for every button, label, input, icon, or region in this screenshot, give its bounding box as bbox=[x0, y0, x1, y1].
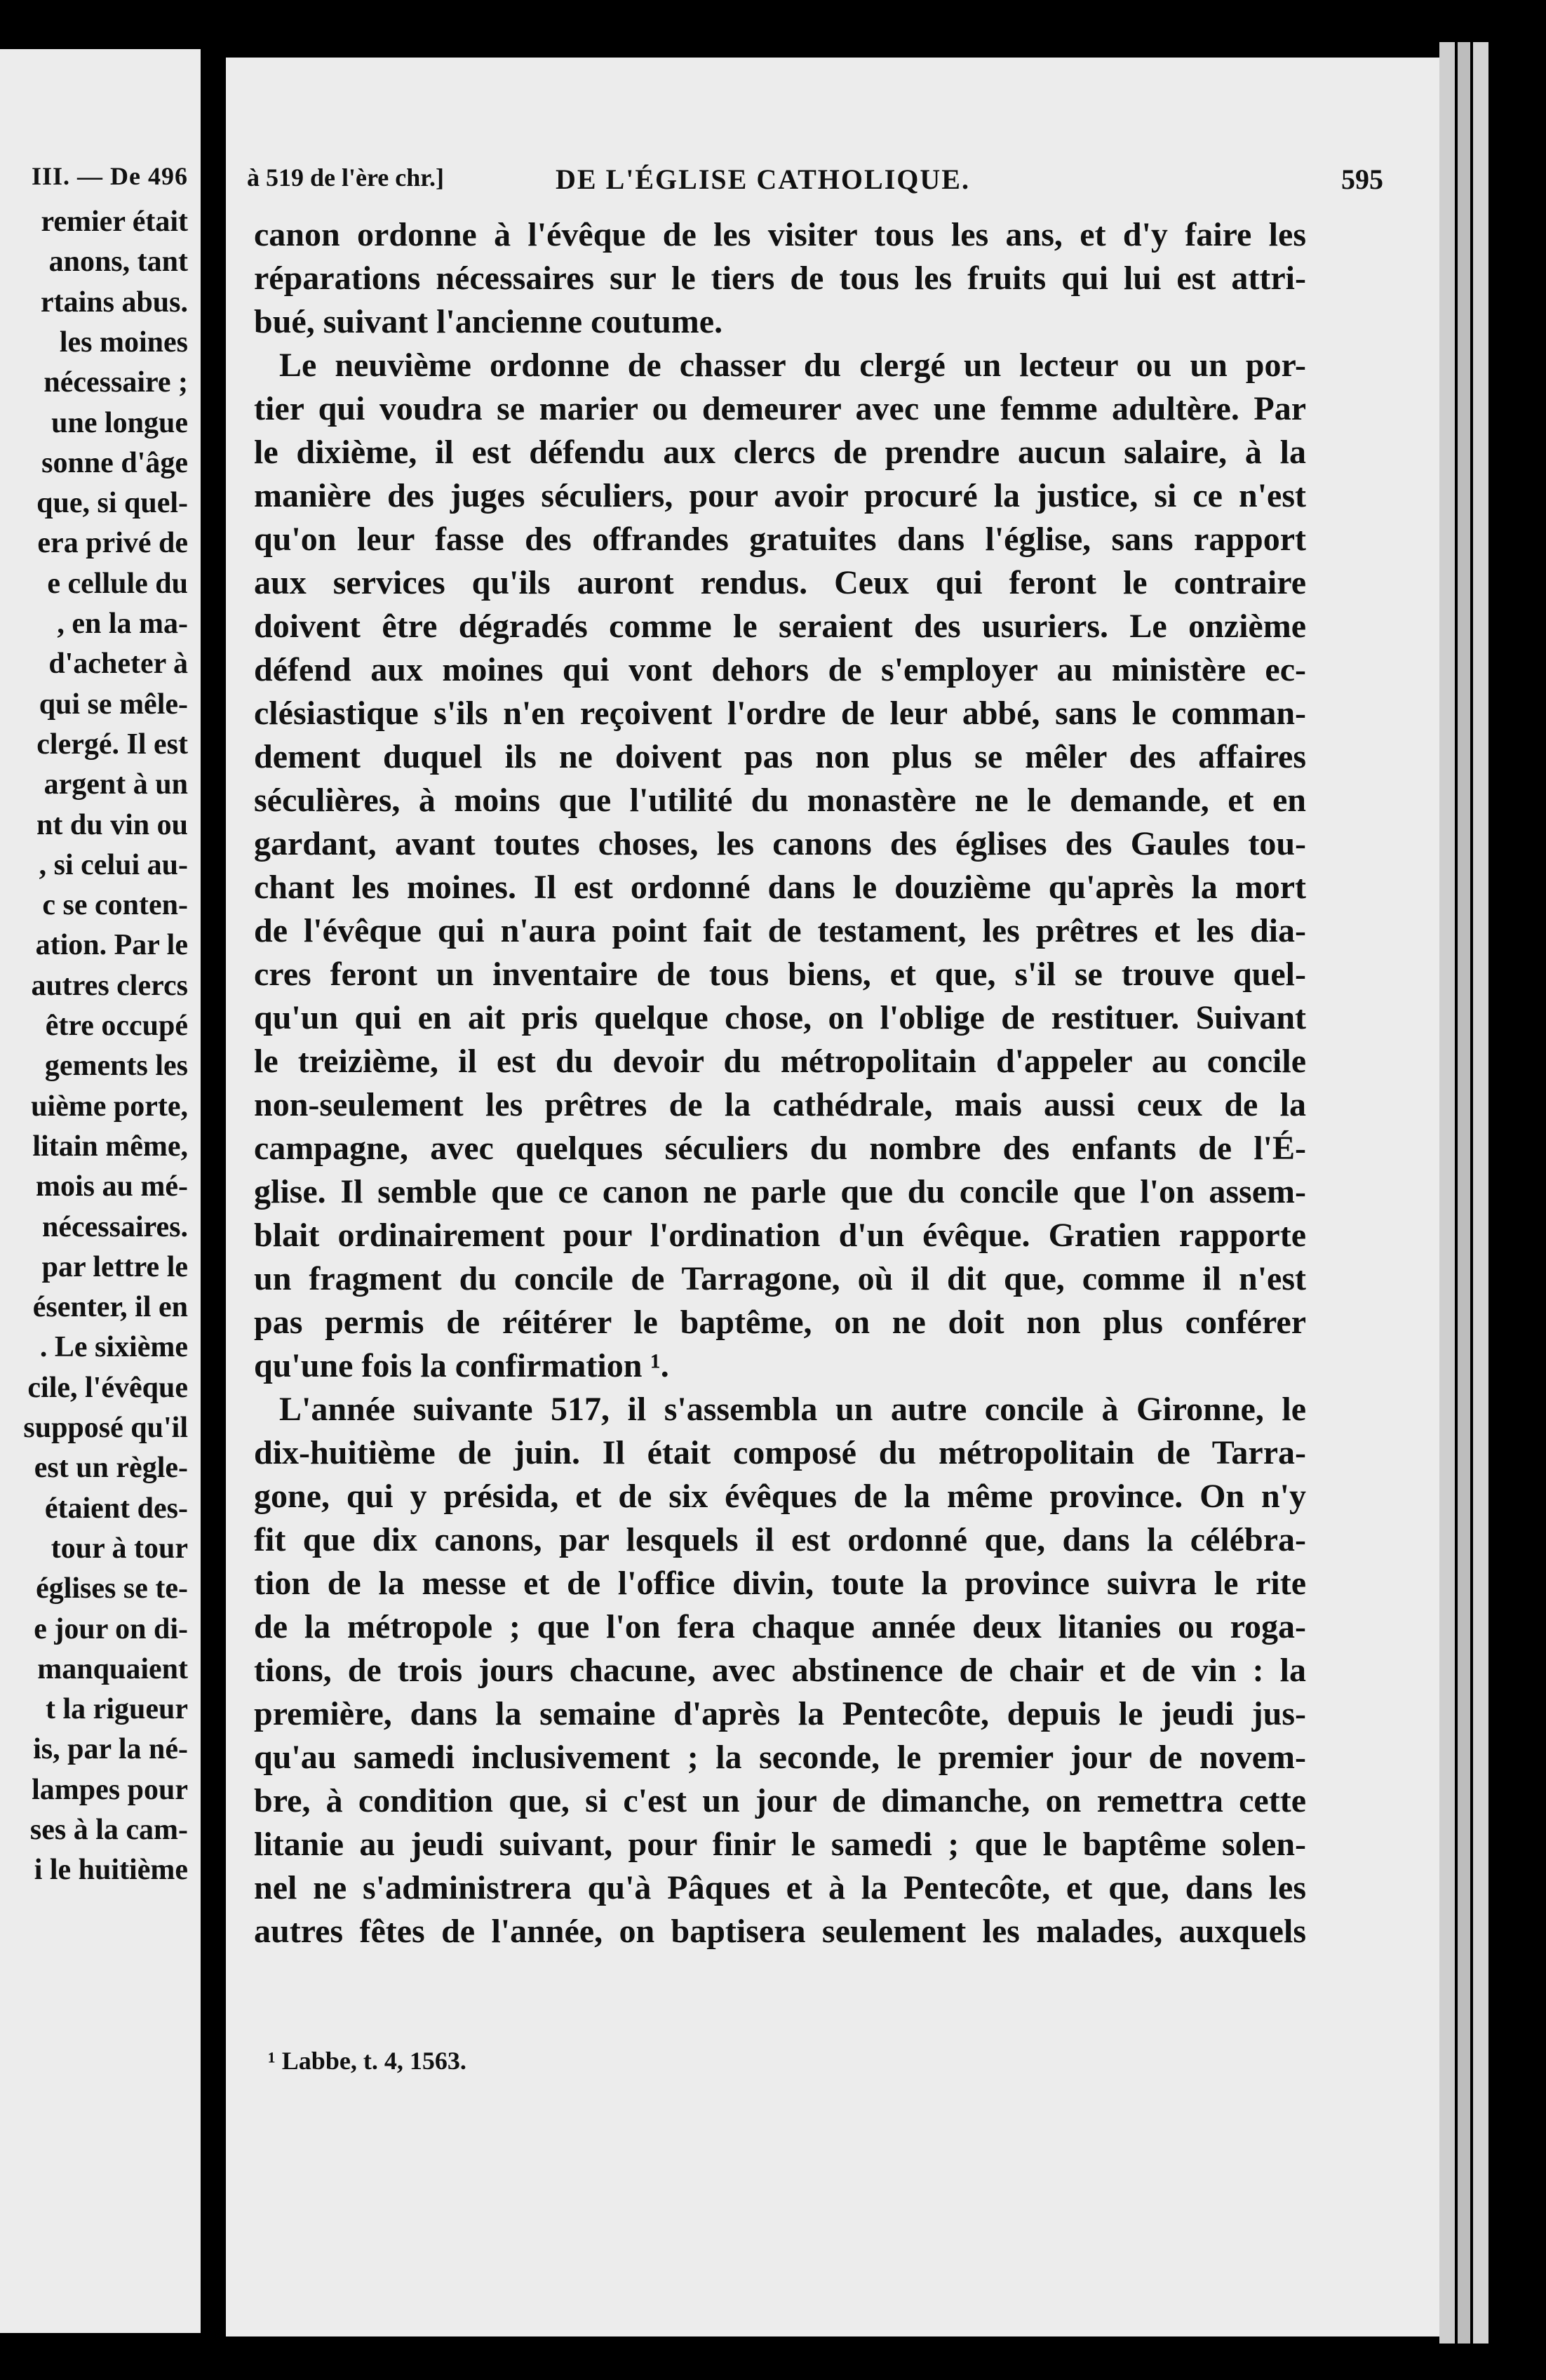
running-head-date-range: à 519 de l'ère chr.] bbox=[247, 163, 444, 192]
left-text-line: tour à tour bbox=[51, 1532, 188, 1565]
left-text-line: is, par la né- bbox=[33, 1733, 188, 1766]
left-text-line: . Le sixième bbox=[39, 1331, 188, 1364]
left-text-line: étaient des- bbox=[44, 1492, 188, 1525]
left-text-line: , en la ma- bbox=[57, 608, 188, 640]
left-text-line: argent à un bbox=[43, 768, 188, 801]
text-line: qu'au samedi inclusivement ; la seconde, le premier jour de novem- bbox=[254, 1739, 1306, 1776]
left-text-line: être occupé bbox=[45, 1010, 188, 1042]
text-line: tion de la messe et de l'office divin, toute la province suivra le rite bbox=[254, 1565, 1306, 1602]
text-line: le dixième, il est défendu aux clercs de prendre aucun salaire, à la bbox=[254, 434, 1306, 471]
text-line: Le neuvième ordonne de chasser du clergé un lecteur ou un por- bbox=[279, 347, 1306, 384]
text-line: première, dans la semaine d'après la Pentecôte, depuis le jeudi jus- bbox=[254, 1695, 1306, 1732]
page-number: 595 bbox=[1341, 163, 1383, 195]
text-line: blait ordinairement pour l'ordination d'un évêque. Gratien rapporte bbox=[254, 1217, 1306, 1254]
text-line: clésiastique s'ils n'en reçoivent l'ordre de leur abbé, sans le comman- bbox=[254, 695, 1306, 732]
page-edge bbox=[1439, 42, 1455, 2344]
left-text-line: rtains abus. bbox=[40, 286, 188, 319]
page-edge bbox=[1473, 42, 1488, 2344]
text-line: manière des juges séculiers, pour avoir procuré la justice, si ce n'est bbox=[254, 477, 1306, 514]
text-line: gardant, avant toutes choses, les canons des églises des Gaules tou- bbox=[254, 825, 1306, 862]
text-line: fit que dix canons, par lesquels il est ordonné que, dans la célébra- bbox=[254, 1521, 1306, 1558]
text-line: chant les moines. Il est ordonné dans le douzième qu'après la mort bbox=[254, 869, 1306, 906]
left-text-line: est un règle- bbox=[34, 1452, 188, 1485]
text-line: réparations nécessaires sur le tiers de tous les fruits qui lui est attri- bbox=[254, 260, 1306, 297]
left-text-line: mois au mé- bbox=[36, 1170, 188, 1203]
text-line: qu'un qui en ait pris quelque chose, on l'oblige de restituer. Suivant bbox=[254, 999, 1306, 1036]
left-text-line: ation. Par le bbox=[35, 929, 188, 962]
text-line: doivent être dégradés comme le seraient des usuriers. Le onzième bbox=[254, 608, 1306, 645]
left-text-line: era privé de bbox=[37, 527, 188, 560]
body-text bbox=[254, 213, 1306, 1953]
left-running-head: III. — De 496 bbox=[31, 162, 188, 190]
left-text-line: les moines bbox=[59, 326, 188, 359]
left-text-line: d'acheter à bbox=[48, 648, 188, 681]
left-text-line: nt du vin ou bbox=[36, 808, 188, 841]
text-line: L'année suivante 517, il s'assembla un autre concile à Gironne, le bbox=[279, 1391, 1306, 1428]
text-line: cres feront un inventaire de tous biens, et que, s'il se trouve quel- bbox=[254, 956, 1306, 993]
text-line: dix-huitième de juin. Il était composé du métropolitain de Tarra- bbox=[254, 1434, 1306, 1471]
left-text-line: t la rigueur bbox=[46, 1693, 188, 1726]
text-line: non-seulement les prêtres de la cathédrale, mais aussi ceux de la bbox=[254, 1086, 1306, 1123]
text-line: campagne, avec quelques séculiers du nombre des enfants de l'É- bbox=[254, 1130, 1306, 1167]
text-line: nel ne s'administrera qu'à Pâques et à la Pentecôte, et que, dans les bbox=[254, 1869, 1306, 1906]
left-facing-page bbox=[0, 49, 201, 2333]
text-line: un fragment du concile de Tarragone, où il dit que, comme il n'est bbox=[254, 1260, 1306, 1297]
left-text-line: cile, l'évêque bbox=[27, 1371, 188, 1404]
running-head-title: DE L'ÉGLISE CATHOLIQUE. bbox=[556, 163, 970, 195]
footnote: ¹ Labbe, t. 4, 1563. bbox=[268, 2047, 466, 2075]
text-line: canon ordonne à l'évêque de les visiter tous les ans, et d'y faire les bbox=[254, 216, 1306, 253]
text-line: qu'on leur fasse des offrandes gratuites dans l'église, sans rapport bbox=[254, 521, 1306, 558]
text-line: dement duquel ils ne doivent pas non plus se mêler des affaires bbox=[254, 738, 1306, 775]
left-text-line: supposé qu'il bbox=[23, 1412, 188, 1444]
left-text-line: manquaient bbox=[37, 1652, 188, 1685]
left-text-line: litain même, bbox=[32, 1130, 188, 1163]
left-text-line: une longue bbox=[51, 406, 188, 439]
left-text-line: nécessaire ; bbox=[43, 366, 188, 399]
left-text-line: par lettre le bbox=[41, 1250, 188, 1283]
left-text-line: gements les bbox=[44, 1050, 188, 1083]
text-line: le treizième, il est du devoir du métropolitain d'appeler au concile bbox=[254, 1043, 1306, 1080]
text-line: défend aux moines qui vont dehors de s'employer au ministère ec- bbox=[254, 651, 1306, 688]
text-line: autres fêtes de l'année, on baptisera seulement les malades, auxquels bbox=[254, 1913, 1306, 1950]
left-text-line: e jour on di- bbox=[34, 1612, 188, 1645]
text-line: gone, qui y présida, et de six évêques de la même province. On n'y bbox=[254, 1478, 1306, 1515]
text-line: de la métropole ; que l'on fera chaque année deux litanies ou roga- bbox=[254, 1608, 1306, 1645]
left-text-line: i le huitième bbox=[34, 1854, 188, 1887]
text-line: tions, de trois jours chacune, avec abstinence de chair et de vin : la bbox=[254, 1652, 1306, 1689]
text-line: glise. Il semble que ce canon ne parle que du concile que l'on assem- bbox=[254, 1173, 1306, 1210]
left-text-line: autres clercs bbox=[31, 969, 188, 1002]
left-text-line: remier était bbox=[41, 206, 188, 238]
text-line: litanie au jeudi suivant, pour finir le samedi ; que le baptême solen- bbox=[254, 1826, 1306, 1863]
left-text-line: lampes pour bbox=[32, 1773, 188, 1806]
text-line: bre, à condition que, si c'est un jour de dimanche, on remettra cette bbox=[254, 1782, 1306, 1819]
text-line: bué, suivant l'ancienne coutume. bbox=[254, 303, 723, 340]
left-text-line: qui se mêle- bbox=[39, 688, 188, 721]
right-page bbox=[226, 58, 1439, 2336]
left-text-line: , si celui au- bbox=[39, 848, 188, 881]
running-head bbox=[226, 163, 1439, 212]
text-line: qu'une fois la confirmation ¹. bbox=[254, 1347, 669, 1384]
text-line: de l'évêque qui n'aura point fait de testament, les prêtres et les dia- bbox=[254, 912, 1306, 949]
page-edge bbox=[1458, 42, 1470, 2344]
text-line: aux services qu'ils auront rendus. Ceux qui feront le contraire bbox=[254, 564, 1306, 601]
text-line: tier qui voudra se marier ou demeurer avec une femme adultère. Par bbox=[254, 390, 1306, 427]
text-line: pas permis de réitérer le baptême, on ne doit non plus conférer bbox=[254, 1304, 1306, 1341]
left-text-line: ses à la cam- bbox=[29, 1814, 188, 1846]
left-text-line: églises se te- bbox=[36, 1572, 188, 1605]
left-text-line: nécessaires. bbox=[41, 1210, 188, 1243]
left-text-line: e cellule du bbox=[47, 567, 188, 600]
left-text-line: anons, tant bbox=[48, 246, 188, 279]
left-text-line: clergé. Il est bbox=[36, 728, 188, 761]
left-text-line: uième porte, bbox=[31, 1090, 188, 1123]
left-text-line: que, si quel- bbox=[36, 487, 188, 520]
left-text-line: c se conten- bbox=[42, 889, 188, 922]
left-text-line: sonne d'âge bbox=[41, 446, 188, 479]
text-line: séculières, à moins que l'utilité du monastère ne le demande, et en bbox=[254, 782, 1306, 819]
left-text-line: ésenter, il en bbox=[32, 1291, 188, 1324]
